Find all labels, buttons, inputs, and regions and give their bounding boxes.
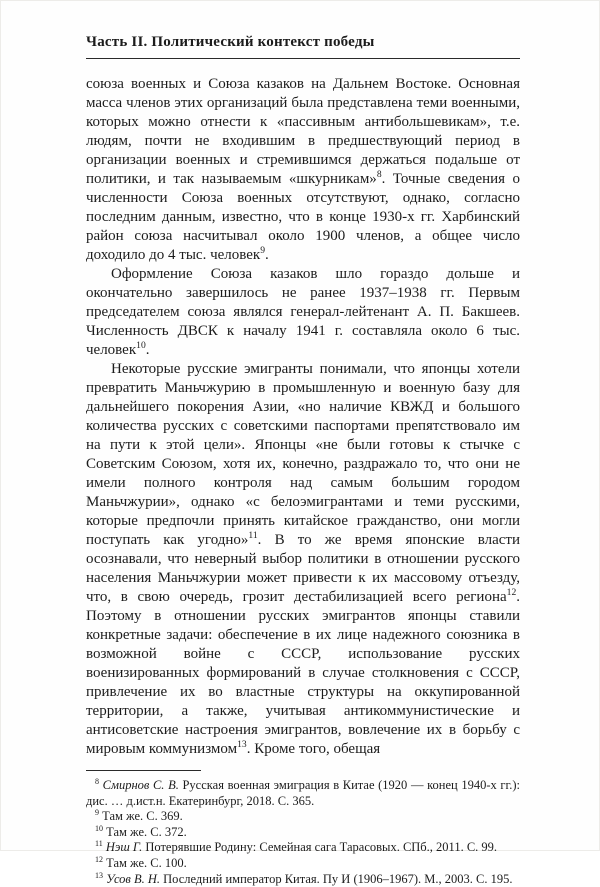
footnote-marker: 11 — [248, 530, 258, 541]
footnote-number: 8 — [95, 776, 99, 786]
footnote — [86, 856, 520, 872]
text-run: . Точные сведения о численности Союза военных отсутствуют, однако, согласно последним данным, известно, что в конце 1930-х гг. Харбинский район союза насчитывал около 1900 членов, а общее число доходило до 4 тыс. человек — [86, 171, 520, 263]
footnote-marker: 12 — [506, 587, 517, 598]
text-run: Там же. С. 372. — [103, 824, 187, 839]
paragraph — [86, 265, 520, 360]
footnote — [86, 809, 520, 825]
text-run: Последний император Китая. Пу И (1906–1967). М., 2003. С. 195. — [160, 871, 513, 886]
text-run: Там же. С. 369. — [99, 809, 183, 824]
text-run: Оформление Союза казаков шло гораздо дольше и окончательно завершилось не ранее 1937–1938 гг. Первым председателем союза являлся генерал-лейтенант А. П. Бакшеев. Численность ДВСК к началу 1941 г. составляла около 6 тыс. человек — [86, 266, 520, 358]
author-name: Усов В. Н. — [103, 871, 161, 886]
text-run: . — [145, 342, 150, 358]
footnote-number: 13 — [95, 870, 103, 880]
author-name: Нэш Г. — [102, 840, 143, 855]
footnote-marker: 13 — [237, 739, 247, 750]
text-run: . — [265, 247, 269, 263]
footnote-number: 10 — [95, 823, 103, 833]
text-run: Русская военная эмиграция в Китае (1920 — конец 1940-х гг.): дис. … д.ист.н. Екатеринбург, 2018. С. 365. — [86, 778, 520, 808]
footnote-number: 9 — [95, 808, 99, 818]
text-run: . В то же время японские власти осознавали, что неверный выбор политики в отношении русского населения Маньчжурии может привести к их массовому отъезду, что, в свою очередь, грозит дестабилизацией всего региона — [86, 532, 520, 605]
footnote-marker: 8 — [376, 169, 382, 180]
footnote — [86, 778, 520, 809]
text-run: Некоторые русские эмигранты понимали, что японцы хотели превратить Маньчжурию в промышленную и военную базу для дальнейшего покорения Азии, «но наличие КВЖД и большого количества русских с советскими паспортами препятствовало им на пути к этой цели». Японцы «не были готовы к стычке с Советским Союзом, хотя их, конечно, раздражало то, что они не имели полного контроля над самым большим городом Маньчжурии», однако «с белоэмигрантами и теми русскими, которые предпочли принять китайское гражданство, они могли поступать как угодно» — [86, 361, 520, 548]
text-run: Потерявшие Родину: Семейная сага Тарасовых. СПб., 2011. С. 99. — [142, 840, 498, 855]
footnote-number: 11 — [95, 839, 103, 849]
footnote — [86, 872, 520, 887]
footnote-marker: 10 — [136, 340, 146, 351]
text-run: союза военных и Союза казаков на Дальнем Востоке. Основная масса членов этих организаций была представлена теми военными, которых можно отнести к «пассивным антибольшевикам», т.е. людям, почти не входившим в предшествующий период в организации военных и стремившимся держаться подальше от политики, и так называемым «шкурникам» — [86, 76, 520, 187]
footnote-separator — [86, 770, 201, 771]
footnote — [86, 840, 520, 856]
footnote — [86, 825, 520, 841]
body-text — [86, 75, 520, 759]
paragraph — [86, 75, 520, 265]
footnotes — [86, 778, 520, 887]
text-run: . Кроме того, обещая — [246, 741, 381, 757]
text-run: . Поэтому в отношении русских эмигрантов японцы ставили конкретные задачи: обеспечение в их лице надежного союзника в возможной войне с СССР, использование русских военизированных формирований в случае столкновения с СССР, привлечение их во властные структуры на оккупированной территории, а также, учитывая антикоммунистические и антисоветские настроения эмигрантов, вовлечение их в борьбу с мировым коммунизмом — [86, 589, 520, 757]
paragraph — [86, 360, 520, 759]
text-run: Там же. С. 100. — [103, 855, 187, 870]
page-title: Часть II. Политический контекст победы — [86, 34, 375, 50]
running-header — [86, 34, 520, 59]
author-name: Смирнов С. В. — [99, 778, 179, 792]
footnote-marker: 9 — [260, 245, 265, 256]
footnote-number: 12 — [95, 854, 103, 864]
header-rule — [86, 58, 520, 59]
